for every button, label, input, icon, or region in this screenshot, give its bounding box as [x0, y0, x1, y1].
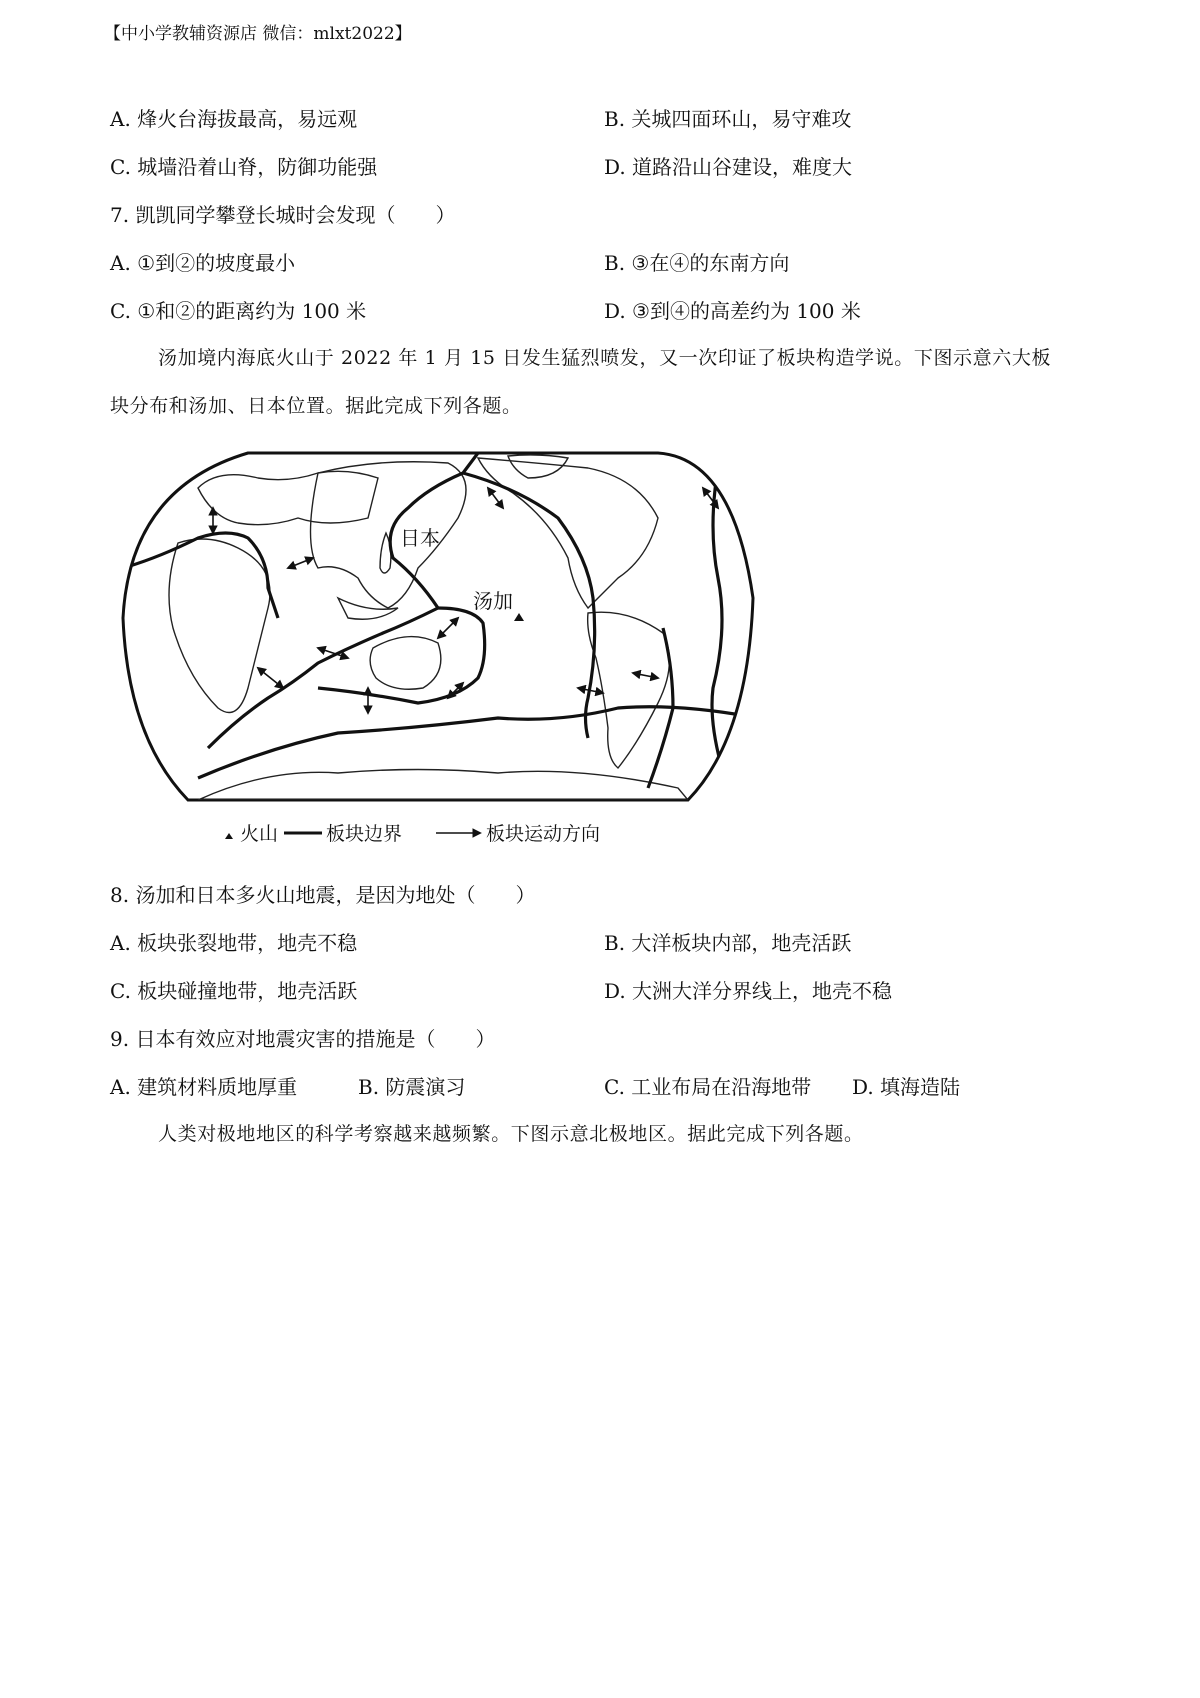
q9-option-d: D. 填海造陆: [852, 1075, 961, 1099]
q7-option-d: D. ③到④的高差约为 100 米: [604, 299, 861, 323]
q9-stem: 9. 日本有效应对地震灾害的措施是（ ）: [110, 1027, 496, 1051]
map-frame: [123, 453, 753, 800]
q6-option-d: D. 道路沿山谷建设，难度大: [604, 155, 853, 179]
q9-option-b: B. 防震演习: [358, 1075, 466, 1099]
page-header-watermark: 【中小学教辅资源店 微信：mlxt2022】: [104, 24, 412, 44]
q8-option-c: C. 板块碰撞地带，地壳活跃: [110, 979, 358, 1003]
q9-option-c: C. 工业布局在沿海地带: [604, 1075, 812, 1099]
q7-option-c: C. ①和②的距离约为 100 米: [110, 299, 367, 323]
legend-volcano-icon: [225, 833, 233, 839]
map-label-tonga: 汤加: [473, 589, 513, 613]
q8-option-d: D. 大洲大洋分界线上，地壳不稳: [604, 979, 893, 1003]
q6-option-b: B. 关城四面环山，易守难攻: [604, 107, 852, 131]
passage2-text: 人类对极地地区的科学考察越来越频繁。下图示意北极地区。据此完成下列各题。: [158, 1123, 864, 1145]
plate-tectonics-map: [118, 448, 758, 848]
q8-stem: 8. 汤加和日本多火山地震，是因为地处（ ）: [110, 883, 536, 907]
legend-boundary-label: 板块边界: [326, 823, 403, 845]
q6-option-a: A. 烽火台海拔最高，易远观: [110, 107, 358, 131]
q8-option-b: B. 大洋板块内部，地壳活跃: [604, 931, 852, 955]
legend-direction-label: 板块运动方向: [486, 823, 601, 845]
passage1-line1: 汤加境内海底火山于 2022 年 1 月 15 日发生猛烈喷发，又一次印证了板块构造学说。下图示意六大板: [158, 347, 1052, 369]
passage1-line2: 块分布和汤加、日本位置。据此完成下列各题。: [110, 395, 522, 417]
q6-option-c: C. 城墙沿着山脊，防御功能强: [110, 155, 378, 179]
map-label-japan: 日本: [400, 526, 440, 550]
q8-option-a: A. 板块张裂地带，地壳不稳: [110, 931, 358, 955]
q7-stem: 7. 凯凯同学攀登长城时会发现（ ）: [110, 203, 456, 227]
q7-option-b: B. ③在④的东南方向: [604, 251, 790, 275]
legend-volcano-label: 火山: [240, 823, 279, 845]
q9-option-a: A. 建筑材料质地厚重: [110, 1075, 298, 1099]
q7-option-a: A. ①到②的坡度最小: [110, 251, 296, 275]
